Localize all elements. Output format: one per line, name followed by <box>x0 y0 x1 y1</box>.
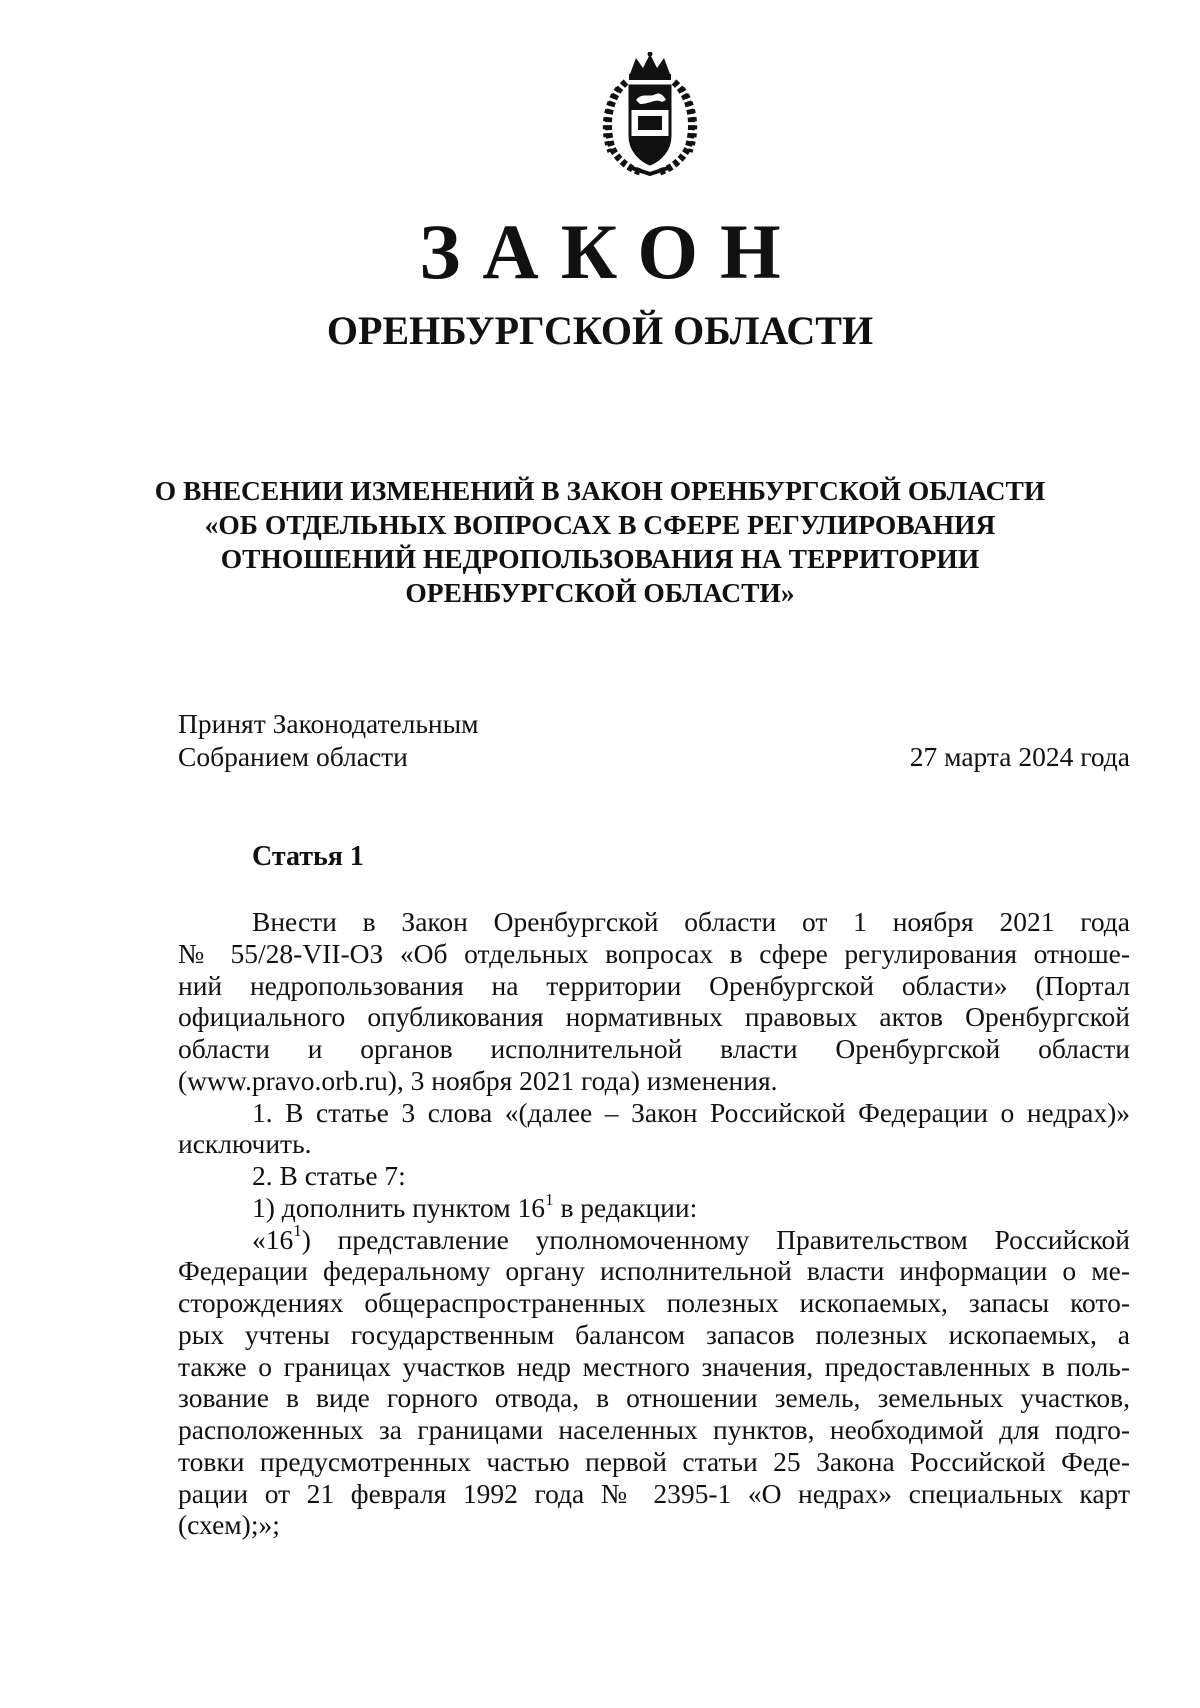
text-run: «16 <box>252 1223 294 1255</box>
text-run: ) представление уполномоченному Правительством Российской <box>301 1223 1130 1255</box>
body-line <box>178 1221 1130 1256</box>
law-subject-title <box>150 474 1050 610</box>
article-body <box>178 906 1130 1541</box>
law-title: ЗАКОН <box>419 208 803 295</box>
body-line: ний недропользования на территории Оренбургской области» (Портал <box>178 969 1130 1001</box>
body-line: (www.pravo.orb.ru), 3 ноября 2021 года) изменения. <box>178 1064 778 1096</box>
text-run: 1) дополнить пунктом 16 <box>252 1191 546 1223</box>
body-line: официального опубликования нормативных правовых актов Оренбургской <box>178 1001 1130 1033</box>
subject-line: «ОБ ОТДЕЛЬНЫХ ВОПРОСАХ В СФЕРЕ РЕГУЛИРОВАНИЯ <box>204 509 996 540</box>
coat-of-arms-emblem <box>596 52 704 176</box>
body-line: рых учтены государственным балансом запасов полезных ископаемых, а <box>178 1318 1130 1350</box>
adoption-line: Собранием области <box>178 741 408 772</box>
body-line: Федерации федеральному органу исполнительной власти информации о ме- <box>178 1255 1130 1287</box>
region-title: ОРЕНБУРГСКОЙ ОБЛАСТИ <box>326 308 874 353</box>
body-line <box>178 1189 1130 1224</box>
body-line: исключить. <box>178 1128 312 1160</box>
body-line: Внести в Закон Оренбургской области от 1 ноября 2021 года <box>252 906 1130 937</box>
body-line: 1. В статье 3 слова «(далее – Закон Российской Федерации о недрах)» <box>252 1096 1130 1128</box>
body-line: товки предусмотренных частью первой статьи 25 Закона Российской Феде- <box>178 1445 1130 1477</box>
body-line: (схем);»; <box>178 1509 280 1541</box>
body-line: сторождениях общераспространенных полезных ископаемых, запасы кото- <box>178 1287 1130 1318</box>
body-line: рации от 21 февраля 1992 года № 2395-1 «О недрах» специальных карт <box>178 1477 1130 1509</box>
subject-line: ОРЕНБУРГСКОЙ ОБЛАСТИ» <box>405 577 795 608</box>
body-line: области и органов исполнительной власти Оренбургской области <box>178 1033 1130 1064</box>
subject-line: ОТНОШЕНИЙ НЕДРОПОЛЬЗОВАНИЯ НА ТЕРРИТОРИИ <box>220 543 980 574</box>
superscript: 1 <box>545 1189 554 1209</box>
adoption-date: 27 марта 2024 года <box>909 741 1130 772</box>
subject-line: О ВНЕСЕНИИ ИЗМЕНЕНИЙ В ЗАКОН ОРЕНБУРГСКОЙ ОБЛАСТИ <box>154 475 1046 506</box>
text-run: в редакции: <box>553 1191 698 1223</box>
adoption-line: Принят Законодательным <box>178 708 479 739</box>
article-heading: Статья 1 <box>252 841 364 872</box>
adoption-body <box>178 707 479 773</box>
body-line: также о границах участков недр местного значения, предоставленных в поль- <box>178 1350 1130 1382</box>
body-line: зование в виде горного отвода, в отношении земель, земельных участков, <box>178 1382 1130 1414</box>
body-line: № 55/28-VII-ОЗ «Об отдельных вопросах в сфере регулирования отноше- <box>178 937 1130 969</box>
body-line: 2. В статье 7: <box>252 1160 406 1191</box>
body-line: расположенных за границами населенных пунктов, необходимой для подго- <box>178 1414 1130 1445</box>
superscript: 1 <box>293 1221 302 1241</box>
